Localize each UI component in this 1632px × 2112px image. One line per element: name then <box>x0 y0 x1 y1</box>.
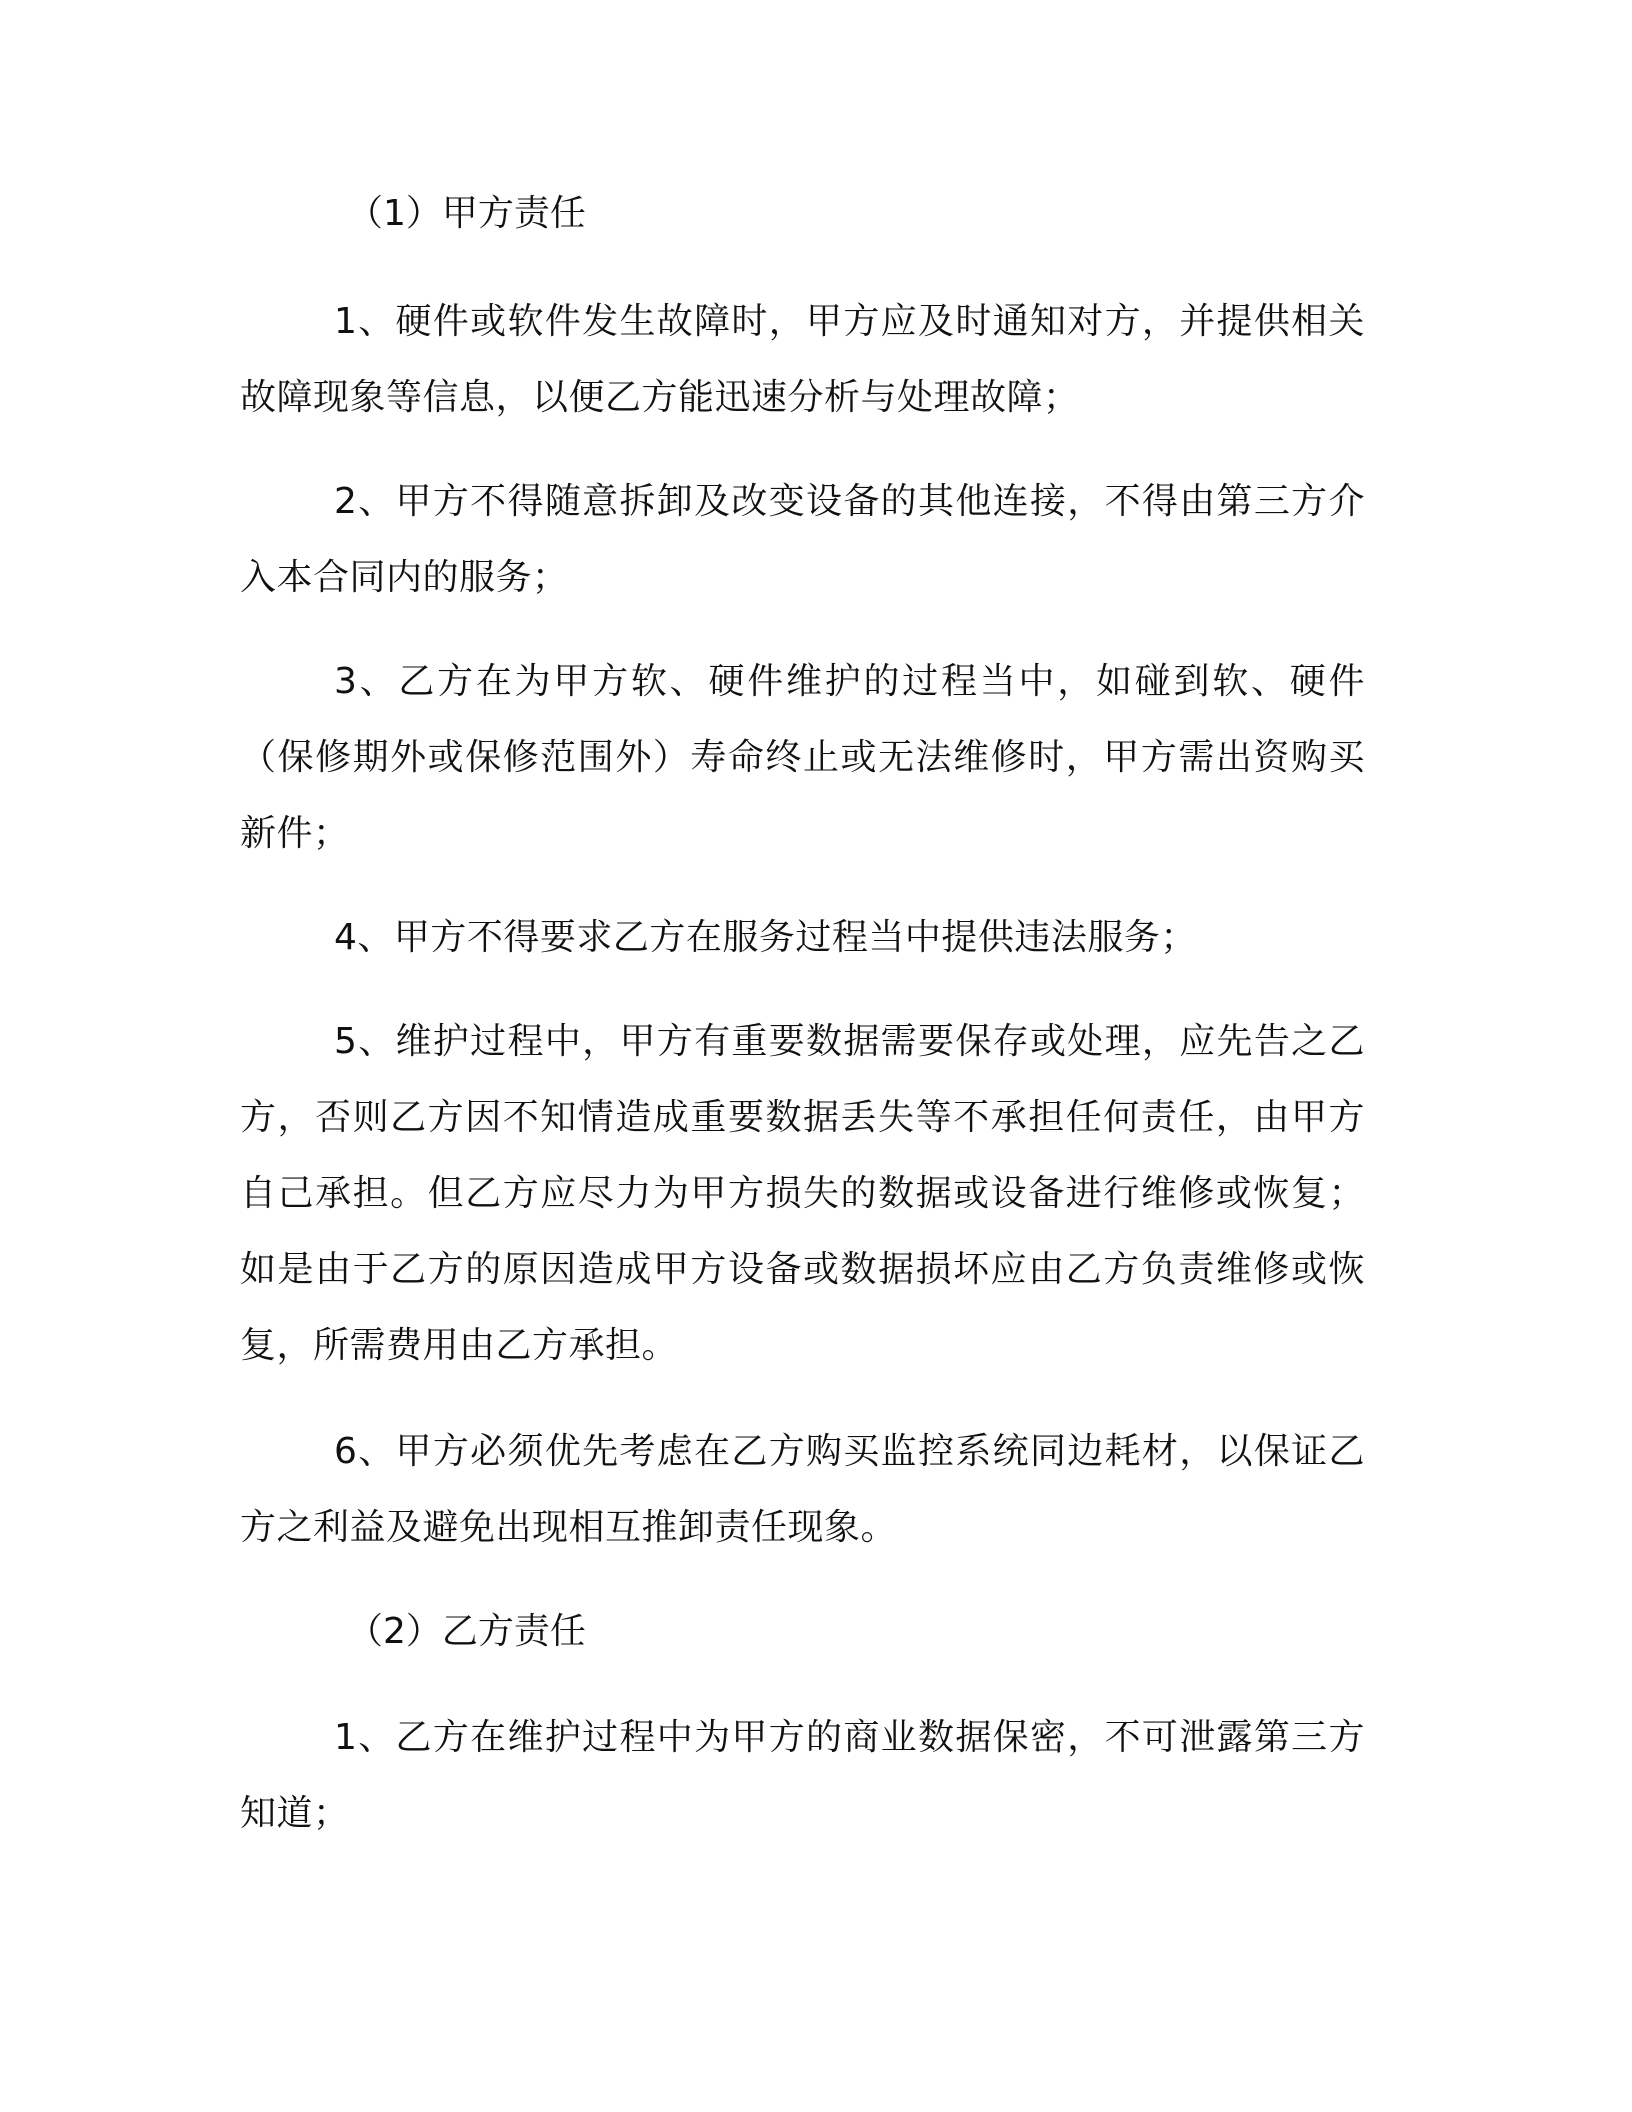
party-a-clause-2: 2、甲方不得随意拆卸及改变设备的其他连接，不得由第三方介入本合同内的服务； <box>240 481 1365 598</box>
section-heading-party-b: （2）乙方责任 <box>347 1611 586 1652</box>
party-a-clause-4: 4、甲方不得要求乙方在服务过程当中提供违法服务； <box>334 917 1197 958</box>
party-a-clause-3: 3、乙方在为甲方软、硬件维护的过程当中，如碰到软、硬件（保修期外或保修范围外）寿命终止或无法维修时，甲方需出资购买新件； <box>240 661 1365 854</box>
party-b-clause-1: 1、乙方在维护过程中为甲方的商业数据保密，不可泄露第三方知道； <box>240 1717 1365 1834</box>
section-heading-party-a: （1）甲方责任 <box>347 193 586 234</box>
party-a-clause-6: 6、甲方必须优先考虑在乙方购买监控系统同边耗材，以保证乙方之利益及避免出现相互推卸责任现象。 <box>240 1431 1365 1548</box>
party-a-clause-1: 1、硬件或软件发生故障时，甲方应及时通知对方，并提供相关故障现象等信息，以便乙方能迅速分析与处理故障； <box>240 301 1365 418</box>
party-a-clause-5: 5、维护过程中，甲方有重要数据需要保存或处理，应先告之乙方，否则乙方因不知情造成重要数据丢失等不承担任何责任，由甲方自己承担。但乙方应尽力为甲方损失的数据或设备进行维修或恢复；如是由于乙方的原因造成甲方设备或数据损坏应由乙方负责维修或恢复，所需费用由乙方承担。 <box>240 1021 1365 1366</box>
